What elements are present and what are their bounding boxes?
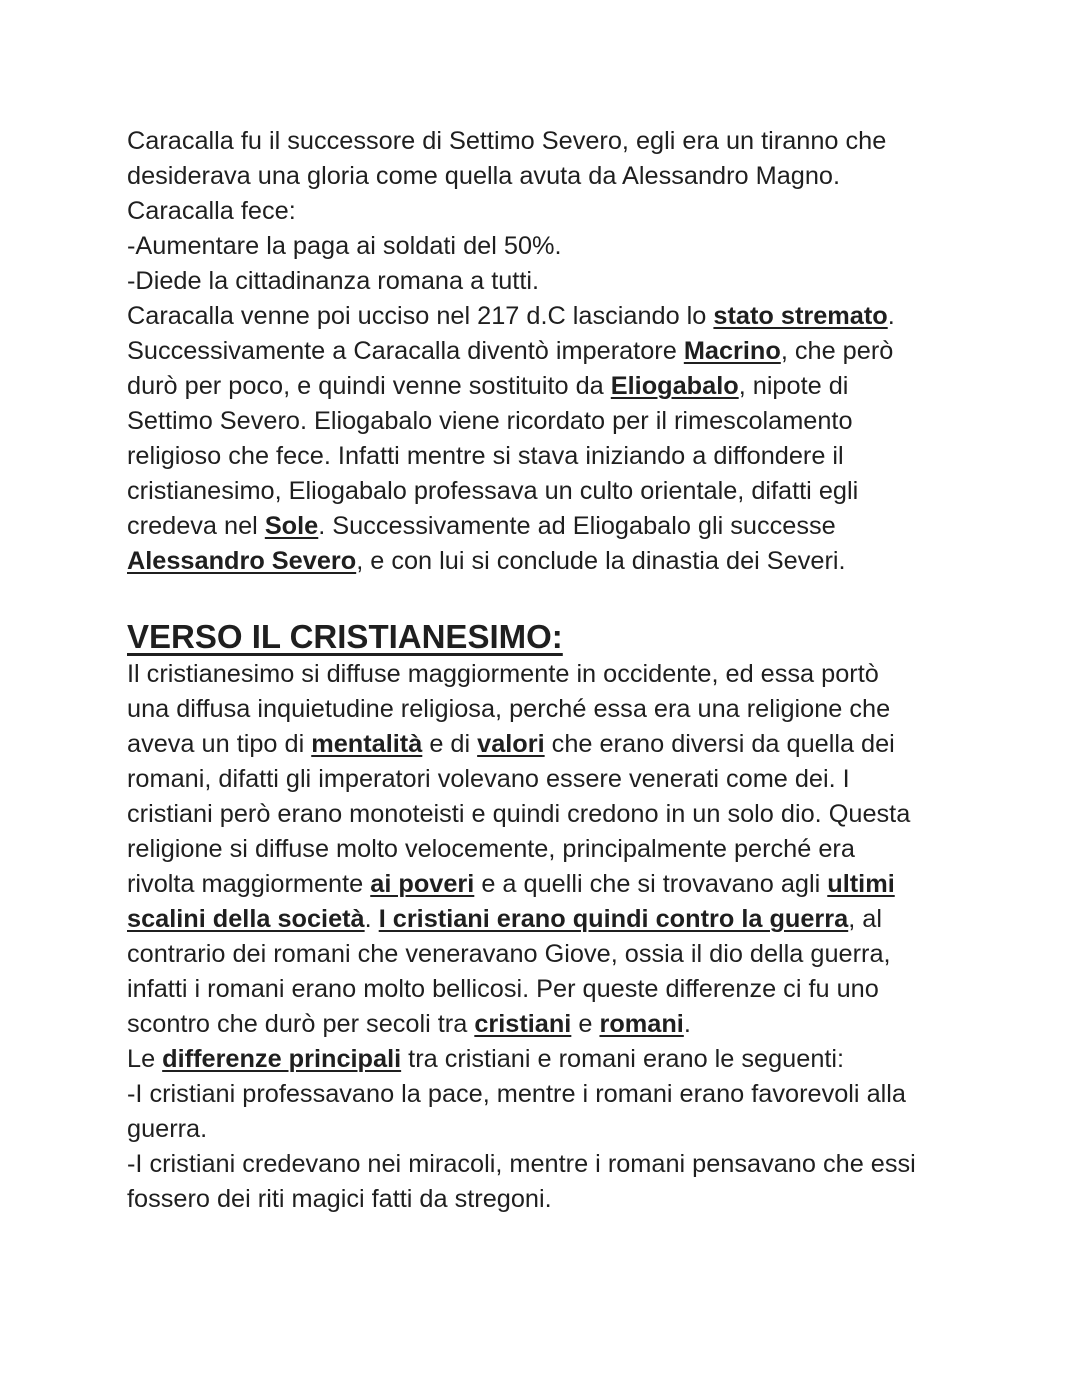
highlight-romani: romani	[599, 1010, 684, 1038]
text-line: cristiani però erano monoteisti e quindi credono in un solo dio. Questa	[127, 800, 911, 828]
text-line: una diffusa inquietudine religiosa, perché essa era una religione che	[127, 695, 891, 723]
text-run: aveva un tipo di	[127, 730, 312, 758]
highlight-ultimi: ultimi	[827, 870, 895, 898]
text-run: . Successivamente ad Eliogabalo gli successe	[318, 512, 836, 540]
text-line	[127, 369, 1007, 404]
highlight-mentalita: mentalità	[311, 730, 423, 758]
text-line: Settimo Severo. Eliogabalo viene ricordato per il rimescolamento	[127, 407, 853, 435]
text-line	[127, 1007, 1007, 1042]
paragraph-christianity	[127, 657, 1007, 1217]
text-line: cristianesimo, Eliogabalo professava un culto orientale, difatti egli	[127, 477, 859, 505]
text-run: scontro che durò per secoli tra	[127, 1010, 475, 1038]
text-run: Caracalla venne poi ucciso nel 217 d.C lasciando lo	[127, 302, 714, 330]
text-run: .	[364, 905, 379, 933]
highlight-ai-poveri: ai poveri	[370, 870, 475, 898]
document-page	[127, 124, 1007, 1217]
text-run: Le	[127, 1045, 163, 1073]
paragraph-severi-dynasty	[127, 124, 1007, 579]
text-line	[127, 334, 1007, 369]
text-line	[127, 727, 1007, 762]
highlight-alessandro-severo: Alessandro Severo	[127, 547, 357, 575]
text-run: e a quelli che si trovavano agli	[474, 870, 828, 898]
text-run: , nipote di	[738, 372, 849, 400]
text-line: desiderava una gloria come quella avuta da Alessandro Magno.	[127, 162, 840, 190]
text-run: rivolta maggiormente	[127, 870, 371, 898]
text-line: -I cristiani professavano la pace, mentre i romani erano favorevoli alla	[127, 1080, 906, 1108]
text-line: -Diede la cittadinanza romana a tutti.	[127, 267, 540, 295]
text-line: Caracalla fu il successore di Settimo Severo, egli era un tiranno che	[127, 127, 887, 155]
text-line: Il cristianesimo si diffuse maggiormente in occidente, ed essa portò	[127, 660, 879, 688]
text-run: tra cristiani e romani erano le seguenti:	[401, 1045, 845, 1073]
text-run: .	[683, 1010, 691, 1038]
highlight-cristiani: cristiani	[474, 1010, 572, 1038]
text-run: e di	[422, 730, 478, 758]
section-heading: VERSO IL CRISTIANESIMO:	[127, 618, 563, 655]
text-line: romani, difatti gli imperatori volevano essere venerati come dei. I	[127, 765, 850, 793]
text-line: religioso che fece. Infatti mentre si stava iniziando a diffondere il	[127, 442, 844, 470]
text-run: , e con lui si conclude la dinastia dei Severi.	[356, 547, 846, 575]
text-run: , che però	[780, 337, 894, 365]
text-line: infatti i romani erano molto bellicosi. Per queste differenze ci fu uno	[127, 975, 879, 1003]
text-line: guerra.	[127, 1115, 208, 1143]
highlight-valori: valori	[477, 730, 545, 758]
text-line	[127, 1042, 1007, 1077]
highlight-contro-la-guerra: I cristiani erano quindi contro la guerra	[378, 905, 849, 933]
highlight-sole: Sole	[264, 512, 319, 540]
text-line	[127, 509, 1007, 544]
text-line: Caracalla fece:	[127, 197, 296, 225]
text-run: .	[887, 302, 895, 330]
text-run: , al	[848, 905, 882, 933]
highlight-differenze-principali: differenze principali	[162, 1045, 402, 1073]
highlight-eliogabalo: Eliogabalo	[610, 372, 739, 400]
text-line	[127, 544, 1007, 579]
highlight-stato-stremato: stato stremato	[713, 302, 888, 330]
text-line: -I cristiani credevano nei miracoli, mentre i romani pensavano che essi	[127, 1150, 916, 1178]
text-line: fossero dei riti magici fatti da stregoni.	[127, 1185, 552, 1213]
highlight-macrino: Macrino	[683, 337, 781, 365]
highlight-scalini-della-societa: scalini della società	[127, 905, 365, 933]
text-line	[127, 902, 1007, 937]
text-line: -Aumentare la paga ai soldati del 50%.	[127, 232, 562, 260]
text-run: durò per poco, e quindi venne sostituito da	[127, 372, 611, 400]
section-spacer	[127, 579, 1007, 617]
text-line	[127, 867, 1007, 902]
text-run: credeva nel	[127, 512, 265, 540]
text-line: contrario dei romani che veneravano Giove, ossia il dio della guerra,	[127, 940, 891, 968]
text-run: Successivamente a Caracalla diventò imperatore	[127, 337, 684, 365]
text-line	[127, 299, 1007, 334]
text-run: e	[571, 1010, 600, 1038]
text-run: che erano diversi da quella dei	[544, 730, 895, 758]
text-line: religione si diffuse molto velocemente, principalmente perché era	[127, 835, 855, 863]
